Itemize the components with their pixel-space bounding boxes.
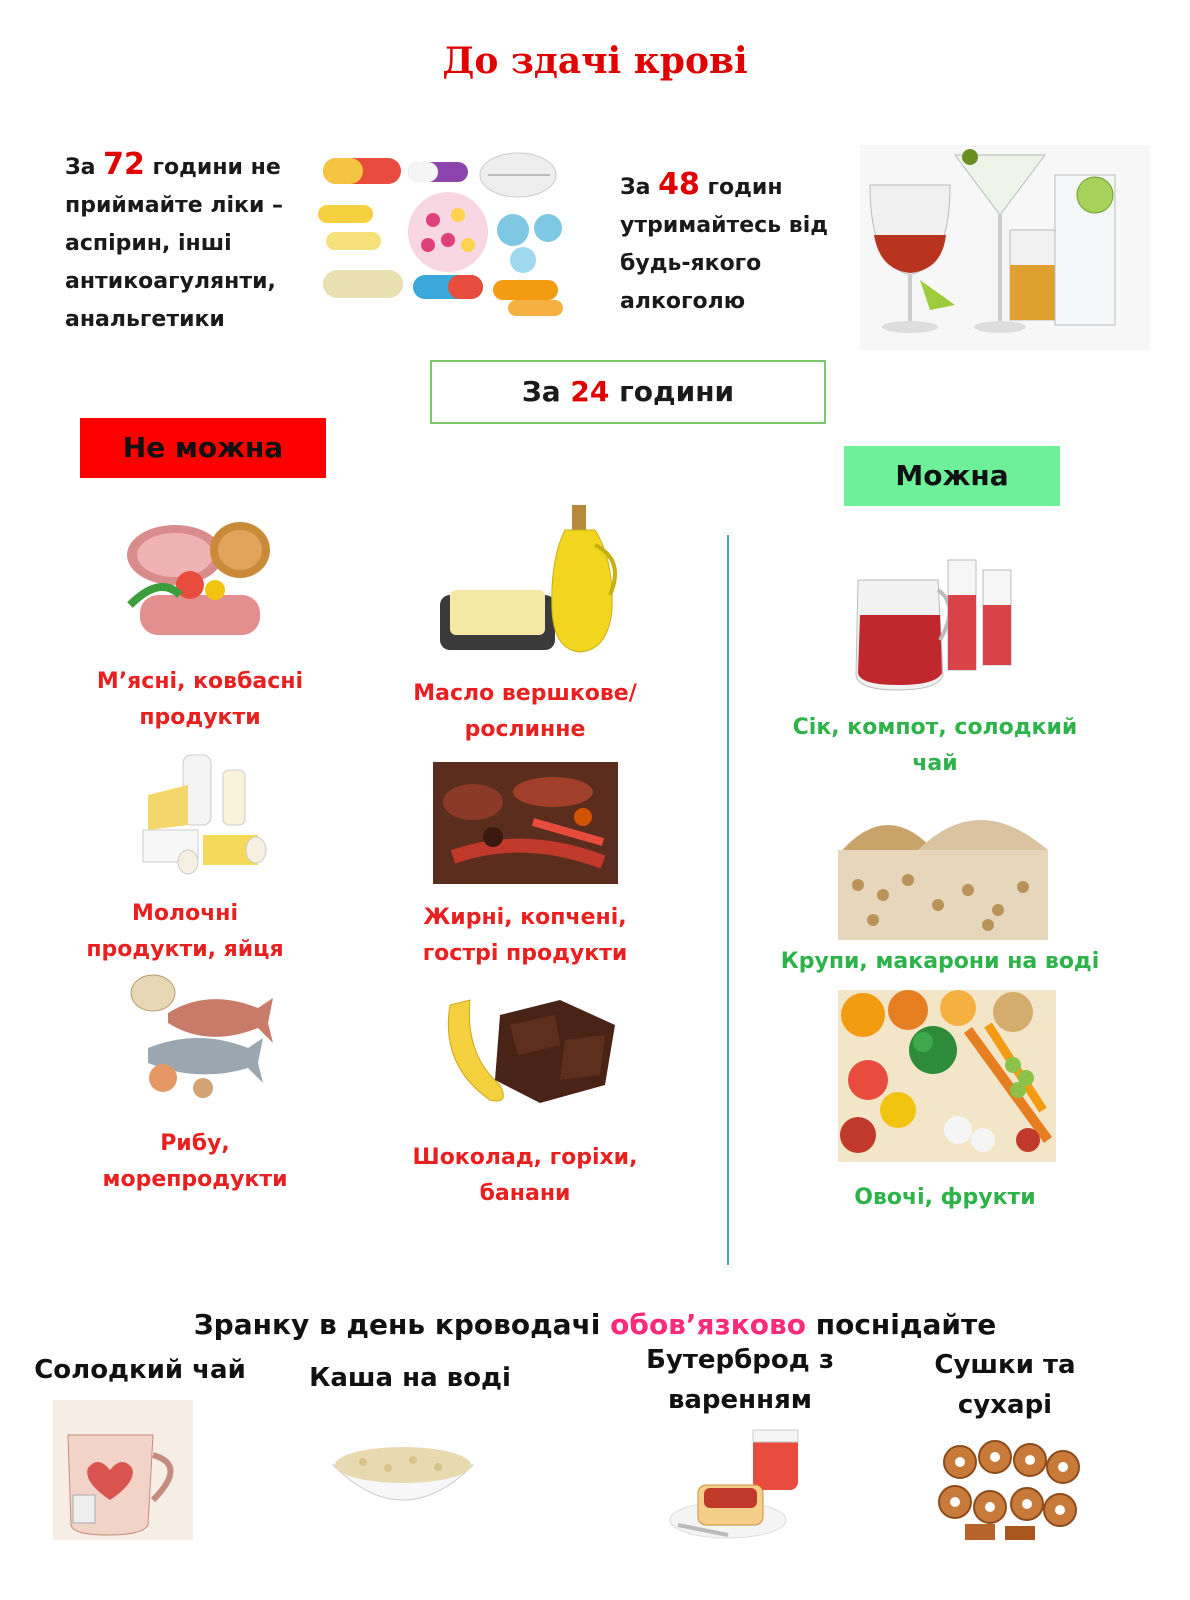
porridge-icon [333, 1440, 473, 1525]
alcohol-warning: За 48 годин утримайтесь від будь-якого алкоголю [620, 167, 829, 314]
breakfast-item-bagels: Сушки та сухарі [934, 1350, 1076, 1420]
oil-icon [430, 500, 630, 665]
meat-icon [120, 495, 280, 645]
hours-24: 24 [570, 375, 610, 408]
juice-icon [848, 545, 1018, 690]
chocolate-icon [440, 985, 620, 1110]
allowed-item-vegetables: Овочі, фрукти [854, 1185, 1036, 1210]
allowed-item-juice: Сік, компот, солодкий чай [792, 715, 1078, 776]
tea-cup-icon [53, 1400, 193, 1540]
column-divider [727, 535, 729, 1265]
medication-warning: За 72 години не приймайте ліки – аспірин, інші антикоагулянти, анальгетики [65, 147, 284, 332]
forbidden-item-dairy: Молочні продукти, яйця [86, 901, 284, 962]
breakfast-item-sandwich: Бутерброд з варенням [646, 1345, 834, 1415]
morning-heading: Зранку в день кроводачі обов’язково поснідайте [193, 1308, 997, 1341]
forbidden-label: Не можна [80, 418, 326, 478]
forbidden-item-fish: Рибу, морепродукти [102, 1131, 288, 1192]
forbidden-item-chocolate: Шоколад, горіхи, банани [412, 1145, 638, 1206]
page-title: До здачі крові [442, 40, 748, 82]
breakfast-item-porridge: Каша на воді [309, 1363, 511, 1393]
forbidden-item-meat: М’ясні, ковбасні продукти [96, 669, 304, 730]
alcohol-glasses-icon [860, 145, 1150, 350]
vegetables-icon [838, 990, 1056, 1162]
emphasis-word: обов’язково [610, 1308, 806, 1341]
hours-48: 48 [658, 167, 700, 202]
bagels-icon [935, 1432, 1085, 1542]
smoked-icon [433, 762, 618, 884]
hours-72: 72 [103, 147, 145, 182]
sandwich-icon [668, 1430, 813, 1545]
forbidden-item-oil: Масло вершкове/ рослинне [413, 681, 637, 742]
hours-24-box: За 24 години [430, 360, 826, 424]
dairy-icon [128, 750, 278, 875]
pills-icon [318, 150, 578, 320]
grains-icon [838, 795, 1048, 940]
allowed-label: Можна [844, 446, 1060, 506]
breakfast-item-tea: Солодкий чай [34, 1355, 246, 1385]
allowed-item-grains: Крупи, макарони на воді [780, 949, 1100, 974]
fish-icon [128, 968, 273, 1103]
forbidden-item-smoked: Жирні, копчені, гострі продукти [422, 905, 628, 966]
